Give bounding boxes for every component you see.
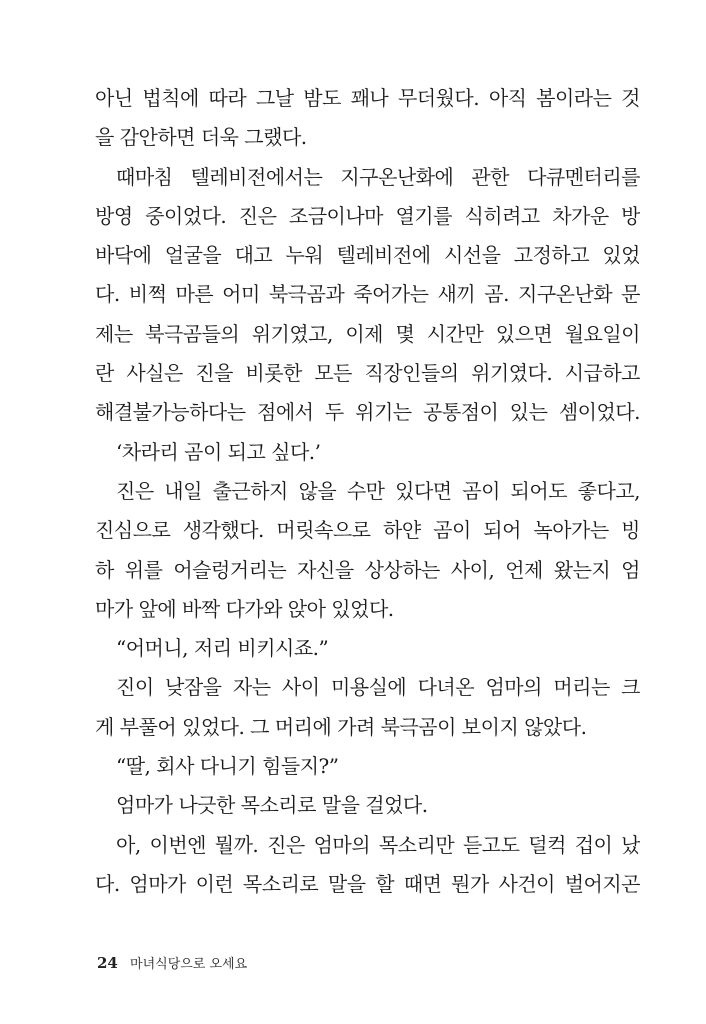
text-line: 란 사실은 진을 비롯한 모든 직장인들의 위기였다. 시급하고 [95,361,640,386]
text-line: 게 부풀어 있었다. 그 머리에 가려 북극곰이 보이지 않았다. [95,714,587,739]
text-line: 아, 이번엔 뭘까. 진은 엄마의 목소리만 듣고도 덜컥 겁이 났 [116,832,640,857]
text-line: 진은 내일 출근하지 않을 수만 있다면 곰이 되어도 좋다고, [116,478,640,503]
text-line: ‘차라리 곰이 되고 싶다.’ [116,439,321,464]
text-line: 마가 앞에 바짝 다가와 앉아 있었다. [95,596,394,621]
text-line: “어머니, 저리 비키시죠.” [116,636,329,661]
text-line: 을 감안하면 더욱 그랬다. [95,125,307,150]
text-line: 다. 비쩍 마른 어미 북극곰과 죽어가는 새끼 곰. 지구온난화 문 [95,282,640,307]
text-line: 방영 중이었다. 진은 조금이나마 열기를 식히려고 차가운 방 [95,203,640,228]
book-title: 마녀식당으로 오세요 [130,957,248,972]
text-line: 해결불가능하다는 점에서 두 위기는 공통점이 있는 셈이었다. [95,400,640,425]
text-line: 진이 낮잠을 자는 사이 미용실에 다녀온 엄마의 머리는 크 [116,675,640,700]
text-line: 아닌 법칙에 따라 그날 밤도 꽤나 무더웠다. 아직 봄이라는 것 [95,86,640,110]
text-line: 다. 엄마가 이런 목소리로 말을 할 때면 뭔가 사건이 벌어지곤 [95,871,640,896]
text-line: 바닥에 얼굴을 대고 누워 텔레비전에 시선을 고정하고 있었 [95,243,640,268]
text-line: 제는 북극곰들의 위기였고, 이제 몇 시간만 있으면 월요일이 [95,321,640,346]
book-page-body [95,79,640,904]
text-line: 진심으로 생각했다. 머릿속으로 하얀 곰이 되어 녹아가는 빙 [95,518,640,543]
text-line: “딸, 회사 다니기 힘들지?” [116,754,339,779]
text-line: 엄마가 나긋한 목소리로 말을 걸었다. [116,793,428,818]
page-number: 24 [97,954,118,972]
page-footer [97,953,247,972]
text-line: 때마침 텔레비전에서는 지구온난화에 관한 다큐멘터리를 [116,164,640,189]
text-line: 하 위를 어슬렁거리는 자신을 상상하는 사이, 언제 왔는지 엄 [95,557,640,582]
